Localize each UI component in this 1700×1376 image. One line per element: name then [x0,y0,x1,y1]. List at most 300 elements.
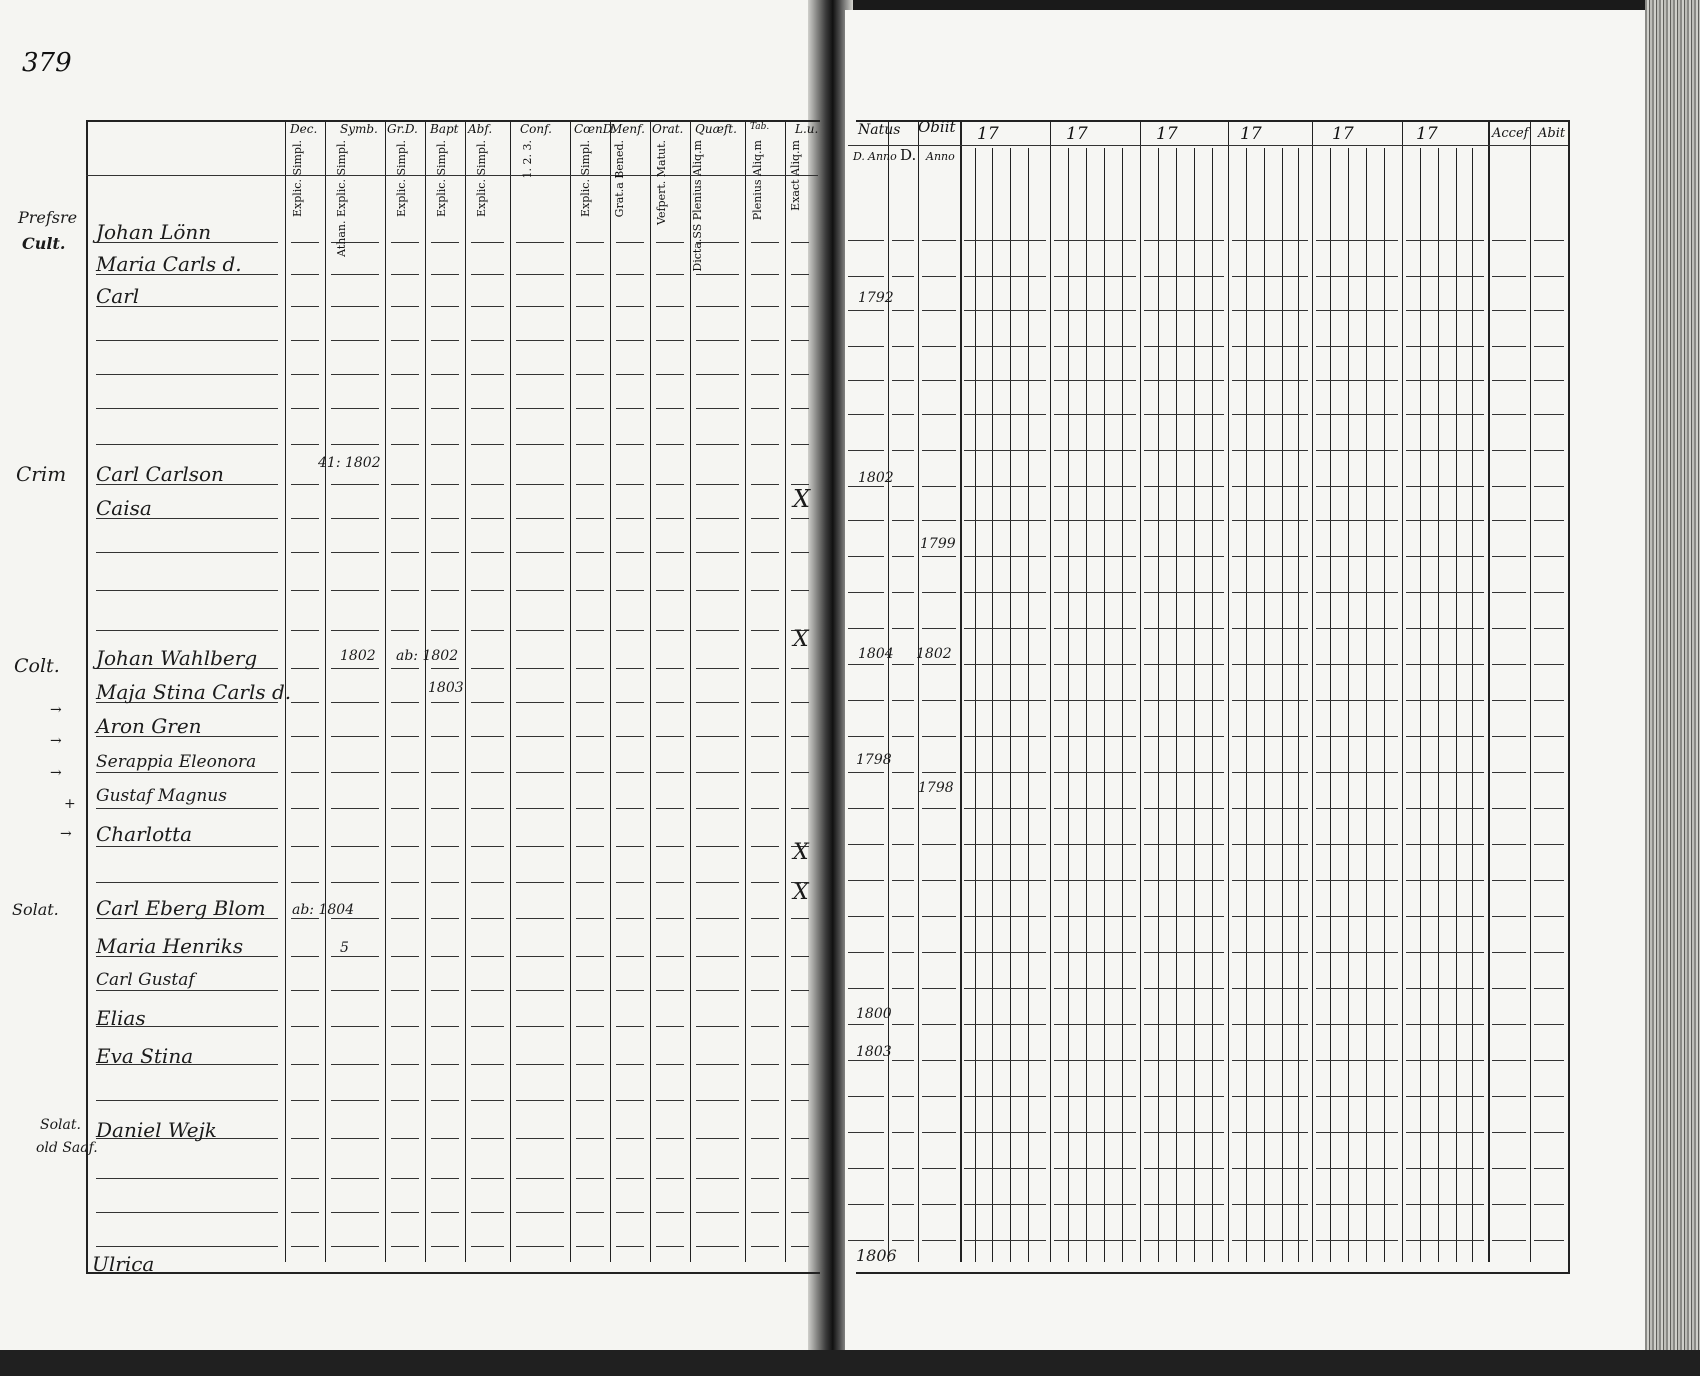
row-rule [922,414,956,415]
row-rule [616,990,644,991]
row-rule [751,736,779,737]
row-rule [656,1064,684,1065]
row-rule [964,628,1046,629]
row-rule [1316,844,1398,845]
row-rule [331,1246,379,1247]
row-rule [616,1026,644,1027]
row-rule [791,702,809,703]
row-rule [751,918,779,919]
row-rule [1406,310,1484,311]
row-rule [616,668,644,669]
row-rule [1232,700,1308,701]
row-rule [1492,844,1526,845]
row-rule [431,1138,459,1139]
column-rule [918,120,919,1262]
row-rule [696,990,739,991]
row-rule [696,306,739,307]
row-rule [1144,414,1224,415]
row-rule [96,444,278,445]
row-rule [751,882,779,883]
row-rule [922,1132,956,1133]
row-rule [848,844,884,845]
row-rule [616,772,644,773]
row-rule [656,1100,684,1101]
margin-note-solat1: Solat. [12,900,59,919]
row-rule [892,952,914,953]
row-rule [431,274,459,275]
row-rule [516,1212,564,1213]
row-rule [751,1178,779,1179]
row-rule [1232,380,1308,381]
right-register-frame [856,120,1570,1274]
row-rule [1534,1240,1564,1241]
row-rule [696,444,739,445]
row-rule [331,668,379,669]
row-rule [922,1024,956,1025]
row-rule [791,808,809,809]
row-rule [1054,916,1136,917]
row-rule [1534,380,1564,381]
row-rule [431,1246,459,1247]
row-rule [1144,380,1224,381]
row-rule [616,408,644,409]
row-rule [791,772,809,773]
row-rule [616,306,644,307]
row-rule [964,736,1046,737]
row-rule [848,916,884,917]
row-rule [751,374,779,375]
row-rule [964,808,1046,809]
row-rule [391,772,419,773]
row-rule [656,668,684,669]
row-rule [848,414,884,415]
margin-note-colt: Colt. [14,655,60,677]
row-rule [516,408,564,409]
row-rule [922,700,956,701]
row-rule [516,552,564,553]
row-rule [1406,664,1484,665]
column-rule [1028,148,1029,1262]
row-rule [1054,952,1136,953]
row-rule [1232,808,1308,809]
row-rule [1054,664,1136,665]
row-rule [964,380,1046,381]
row-rule [791,274,809,275]
row-rule [964,700,1046,701]
header-abit: Abit [1538,126,1566,141]
row-rule [848,380,884,381]
row-rule [1144,310,1224,311]
row-rule [964,240,1046,241]
row-rule [291,242,319,243]
row-rule [576,1026,604,1027]
row-rule [1054,1024,1136,1025]
row-rule [1316,414,1398,415]
row-rule [1492,628,1526,629]
row-rule [1316,1168,1398,1169]
row-rule [1406,520,1484,521]
row-rule [922,664,956,665]
row-rule [656,1178,684,1179]
row-rule [1406,1060,1484,1061]
row-rule [391,918,419,919]
margin-arrow: + [64,796,76,812]
row-rule [751,630,779,631]
row-rule [848,1240,884,1241]
row-rule [1492,1240,1526,1241]
column-rule [1086,148,1087,1262]
row-rule [471,274,504,275]
birth-year: 1804 [858,646,894,662]
birth-year: 1792 [858,290,894,306]
row-rule [576,552,604,553]
row-rule [431,242,459,243]
cross-mark: X [793,627,809,652]
row-rule [1534,486,1564,487]
row-rule [516,736,564,737]
row-rule [516,918,564,919]
row-rule [96,552,278,553]
column-rule [1104,148,1105,1262]
row-rule [576,274,604,275]
row-rule [96,846,278,847]
row-rule [964,520,1046,521]
row-rule [516,274,564,275]
row-rule [291,1212,319,1213]
row-rule [751,772,779,773]
row-rule [848,486,884,487]
row-rule [1316,346,1398,347]
row-rule [751,1246,779,1247]
row-rule [1054,276,1136,277]
row-rule [791,1178,809,1179]
row-rule [576,668,604,669]
death-year: 1802 [916,646,952,662]
row-rule [1316,486,1398,487]
row-rule [1406,1240,1484,1241]
row-rule [1534,1096,1564,1097]
row-rule [1054,628,1136,629]
row-rule [1406,240,1484,241]
row-rule [616,274,644,275]
header-abs: Abf. [468,122,493,136]
margin-note-prefsre: Prefsre [18,208,78,227]
row-rule [86,175,818,176]
column-rule [465,120,466,1262]
row-rule [1492,450,1526,451]
row-rule [1054,486,1136,487]
row-rule [1492,520,1526,521]
row-rule [922,808,956,809]
row-rule [291,882,319,883]
row-rule [291,518,319,519]
row-rule [791,1138,809,1139]
row-rule [848,1168,884,1169]
row-rule [964,414,1046,415]
row-rule [791,444,809,445]
name-carl: Carl [96,284,140,308]
row-rule [616,444,644,445]
row-rule [391,1178,419,1179]
row-rule [922,1204,956,1205]
row-rule [291,990,319,991]
row-rule [1406,450,1484,451]
row-rule [96,374,278,375]
birth-year: 1798 [856,752,892,768]
row-rule [922,1240,956,1241]
row-rule [892,1168,914,1169]
row-rule [1144,664,1224,665]
row-rule [1054,520,1136,521]
row-rule [391,444,419,445]
row-rule [391,702,419,703]
row-rule [1232,1240,1308,1241]
row-rule [791,918,809,919]
row-rule [576,630,604,631]
row-rule [331,918,379,919]
column-rule [960,120,962,1262]
row-rule [516,990,564,991]
row-rule [1316,1024,1398,1025]
row-rule [431,552,459,553]
row-rule [291,408,319,409]
row-rule [751,484,779,485]
row-rule [431,630,459,631]
row-rule [964,1060,1046,1061]
header-obiit-d: D. [900,146,917,164]
row-rule [576,340,604,341]
row-rule [471,306,504,307]
row-rule [791,1064,809,1065]
row-rule [431,444,459,445]
row-rule [1316,380,1398,381]
row-rule [391,484,419,485]
row-rule [751,242,779,243]
row-rule [696,1138,739,1139]
row-rule [696,1100,739,1101]
sub-abs: Explic. Simpl. [475,140,488,218]
row-rule [516,374,564,375]
row-rule [892,450,914,451]
row-rule [1534,276,1564,277]
row-rule [1144,450,1224,451]
row-rule [471,846,504,847]
row-rule [331,1026,379,1027]
row-rule [656,882,684,883]
sub-grd: Explic. Simpl. [395,140,408,218]
row-rule [1144,844,1224,845]
row-rule [516,882,564,883]
header-accef: Accef [1492,126,1529,141]
header-year-4: 17 [1240,124,1262,144]
row-rule [964,486,1046,487]
row-rule [616,484,644,485]
row-rule [964,1132,1046,1133]
row-rule [291,552,319,553]
row-rule [616,808,644,809]
row-rule [616,374,644,375]
row-rule [1144,952,1224,953]
row-rule [656,306,684,307]
row-rule [656,772,684,773]
row-rule [516,1246,564,1247]
row-rule [576,956,604,957]
row-rule [516,846,564,847]
row-rule [1054,450,1136,451]
row-rule [751,846,779,847]
row-rule [791,668,809,669]
row-rule [1406,880,1484,881]
row-rule [1534,808,1564,809]
row-rule [848,145,1568,146]
sub-coend: Explic. Simpl. [579,140,592,218]
row-rule [1054,988,1136,989]
death-year: 1799 [920,536,956,552]
row-rule [576,306,604,307]
row-rule [391,552,419,553]
row-rule [848,664,884,665]
name-ulrica: Ulrica [92,1252,155,1276]
row-rule [892,240,914,241]
row-rule [1316,628,1398,629]
row-rule [1054,808,1136,809]
row-rule [291,306,319,307]
row-rule [96,1100,278,1101]
column-rule [1068,148,1069,1262]
row-rule [471,484,504,485]
row-rule [331,1100,379,1101]
row-rule [791,306,809,307]
row-rule [616,340,644,341]
row-rule [848,1204,884,1205]
column-rule [1194,148,1195,1262]
row-rule [656,1212,684,1213]
row-rule [96,1178,278,1179]
row-rule [791,242,809,243]
row-rule [471,1100,504,1101]
page-number: 379 [22,48,72,78]
row-rule [331,518,379,519]
row-rule [1054,414,1136,415]
row-rule [696,736,739,737]
row-rule [1534,1168,1564,1169]
row-rule [848,1060,884,1061]
name-eva-stina: Eva Stina [96,1044,194,1068]
birth-year: 1800 [856,1006,892,1022]
header-tab: Tab. [750,122,770,132]
column-rule [1366,148,1367,1262]
row-rule [1316,916,1398,917]
margin-arrow: → [50,702,62,718]
row-rule [848,808,884,809]
row-rule [516,306,564,307]
row-rule [1054,1060,1136,1061]
row-rule [1316,520,1398,521]
row-rule [616,590,644,591]
column-rule [610,120,611,1262]
row-rule [331,990,379,991]
name-charlotta: Charlotta [96,822,193,846]
birth-year: 1806 [856,1246,897,1265]
row-rule [1316,310,1398,311]
row-rule [431,1178,459,1179]
row-rule [616,846,644,847]
row-rule [1534,450,1564,451]
row-rule [576,736,604,737]
row-rule [751,552,779,553]
row-rule [1232,240,1308,241]
row-rule [576,990,604,991]
row-rule [96,408,278,409]
row-rule [471,956,504,957]
row-rule [96,990,278,991]
row-rule [1232,952,1308,953]
row-rule [1232,988,1308,989]
row-rule [431,702,459,703]
name-johan-wahlberg: Johan Wahlberg [96,646,258,670]
row-rule [656,242,684,243]
row-rule [892,664,914,665]
row-rule [1406,988,1484,989]
row-rule [1232,1024,1308,1025]
row-rule [791,552,809,553]
name-daniel-wejk: Daniel Wejk [96,1118,217,1142]
row-rule [516,808,564,809]
row-rule [892,1204,914,1205]
row-rule [471,1246,504,1247]
row-rule [391,846,419,847]
row-rule [391,668,419,669]
column-rule [1228,120,1229,1262]
row-rule [1534,520,1564,521]
row-rule [696,340,739,341]
row-rule [751,408,779,409]
row-rule [922,592,956,593]
row-rule [391,242,419,243]
row-rule [96,808,278,809]
row-rule [791,1100,809,1101]
row-rule [922,772,956,773]
row-rule [471,1138,504,1139]
row-rule [848,346,884,347]
row-rule [516,444,564,445]
row-rule [616,242,644,243]
row-rule [1492,736,1526,737]
row-rule [431,1212,459,1213]
row-rule [964,988,1046,989]
row-rule [1492,346,1526,347]
row-rule [471,1178,504,1179]
row-rule [656,990,684,991]
row-rule [1534,1132,1564,1133]
row-rule [751,340,779,341]
row-rule [576,808,604,809]
row-rule [791,340,809,341]
column-rule [385,120,386,1262]
row-rule [791,1026,809,1027]
row-rule [1406,556,1484,557]
row-rule [291,1026,319,1027]
row-rule [1534,916,1564,917]
row-rule [516,518,564,519]
row-rule [964,916,1046,917]
row-rule [1406,1132,1484,1133]
row-rule [96,1246,278,1247]
sub-lu: Exact Aliq.m [789,140,802,211]
row-rule [471,1026,504,1027]
name-carl-blom: Carl Eberg Blom [96,896,266,920]
row-rule [516,630,564,631]
